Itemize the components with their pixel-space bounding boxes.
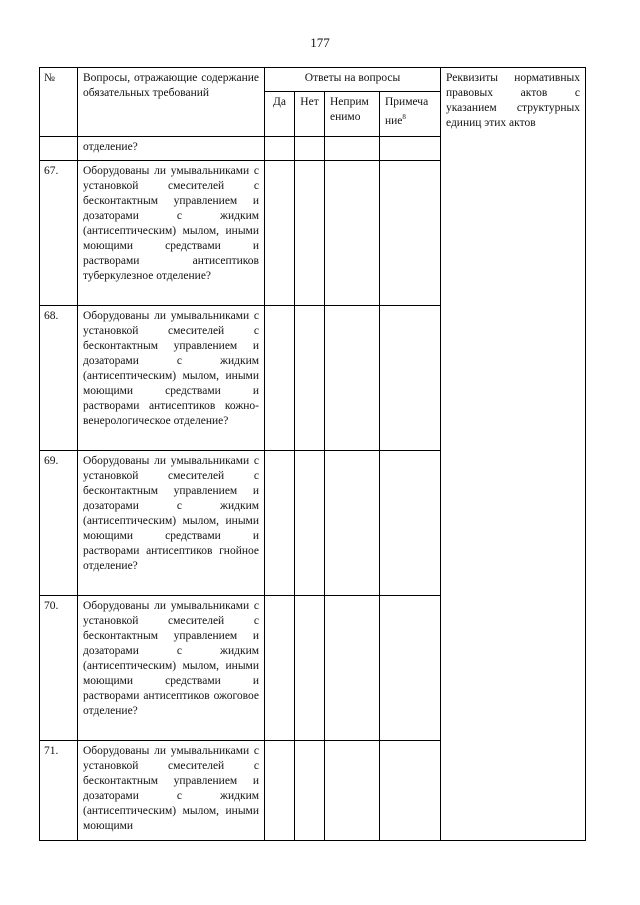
answer-yes-cell[interactable] — [265, 161, 295, 306]
page-number: 177 — [310, 35, 330, 50]
row-number: 71. — [40, 741, 78, 841]
row-number: 68. — [40, 306, 78, 451]
row-number: 67. — [40, 161, 78, 306]
row-question: Оборудованы ли умывальниками с установкой смесителей с бесконтактным управлением и дозаторами с жидким (антисептическим) мылом, иными моющими средствами и растворами антисептиков ожоговое отделение? — [78, 596, 265, 741]
header-answers: Ответы на вопросы — [265, 68, 441, 92]
answer-yes-cell[interactable] — [265, 451, 295, 596]
header-num: № — [40, 68, 78, 137]
answer-na-cell[interactable] — [325, 306, 380, 451]
answer-na-cell[interactable] — [325, 741, 380, 841]
requirements-table — [39, 67, 586, 841]
answer-note-cell[interactable] — [380, 306, 441, 451]
row-question: Оборудованы ли умывальниками с установкой смесителей с бесконтактным управлением и дозаторами с жидким (антисептическим) мылом, иными моющими — [78, 741, 265, 841]
header-questions: Вопросы, отражающие содержание обязательных требований — [78, 68, 265, 137]
answer-note-cell[interactable] — [380, 137, 441, 161]
header-not-applicable: Неприм енимо — [325, 92, 380, 137]
answer-yes-cell[interactable] — [265, 596, 295, 741]
header-note-footnote: 8 — [402, 113, 406, 121]
row-question: Оборудованы ли умывальниками с установкой смесителей с бесконтактным управлением и дозаторами с жидким (антисептическим) мылом, иными моющими средствами и растворами антисептиков гнойное отделение? — [78, 451, 265, 596]
header-no: Нет — [295, 92, 325, 137]
answer-note-cell[interactable] — [380, 161, 441, 306]
row-question: Оборудованы ли умывальниками с установкой смесителей с бесконтактным управлением и дозаторами с жидким (антисептическим) мылом, иными моющими средствами и растворами антисептиков туберкулезное отделение? — [78, 161, 265, 306]
answer-note-cell[interactable] — [380, 741, 441, 841]
answer-no-cell[interactable] — [295, 137, 325, 161]
answer-yes-cell[interactable] — [265, 741, 295, 841]
answer-na-cell[interactable] — [325, 161, 380, 306]
row-question: Оборудованы ли умывальниками с установкой смесителей с бесконтактным управлением и дозаторами с жидким (антисептическим) мылом, иными моющими средствами и растворами антисептиков кожно-венерологическое отделение? — [78, 306, 265, 451]
answer-na-cell[interactable] — [325, 451, 380, 596]
answer-no-cell[interactable] — [295, 451, 325, 596]
row-question: отделение? — [78, 137, 265, 161]
row-number: 69. — [40, 451, 78, 596]
requisites-column — [441, 68, 586, 841]
answer-no-cell[interactable] — [295, 161, 325, 306]
answer-yes-cell[interactable] — [265, 137, 295, 161]
answer-no-cell[interactable] — [295, 306, 325, 451]
answer-na-cell[interactable] — [325, 596, 380, 741]
header-row-1 — [40, 68, 586, 92]
answer-no-cell[interactable] — [295, 741, 325, 841]
answer-note-cell[interactable] — [380, 596, 441, 741]
answer-na-cell[interactable] — [325, 137, 380, 161]
row-number — [40, 137, 78, 161]
header-note: Примеча ние$^8$ — [380, 92, 441, 137]
row-number: 70. — [40, 596, 78, 741]
header-requisites: Реквизиты нормативных правовых актов с указанием структурных единиц этих актов — [446, 72, 580, 129]
answer-no-cell[interactable] — [295, 596, 325, 741]
answer-yes-cell[interactable] — [265, 306, 295, 451]
answer-note-cell[interactable] — [380, 451, 441, 596]
header-yes: Да — [265, 92, 295, 137]
